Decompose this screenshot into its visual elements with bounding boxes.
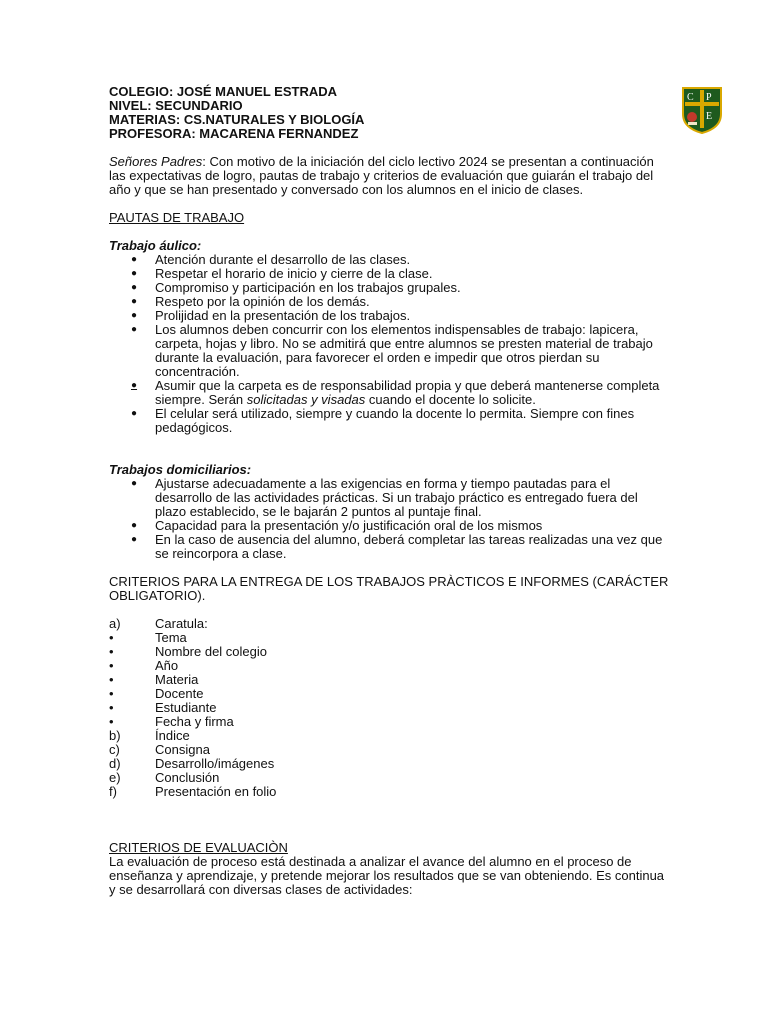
- svg-text:C: C: [687, 92, 694, 103]
- intro-paragraph: [109, 155, 669, 197]
- entrega-item-marker: •: [109, 630, 114, 645]
- entrega-item-marker: •: [109, 672, 114, 687]
- entrega-item: [109, 757, 669, 771]
- school-name: COLEGIO: JOSÉ MANUEL ESTRADA: [109, 84, 338, 99]
- entrega-item: [109, 631, 669, 645]
- list-item: ● Ajustarse adecuadamente a las exigencias en forma y tiempo pautadas para el desarrollo de las actividades prácticas. Si un trabajo práctico es entregado fuera del plazo establecido, se le bajarán 2 puntos al puntaje final.: [109, 477, 669, 519]
- entrega-item: [109, 715, 669, 729]
- school-crest-icon: [681, 86, 723, 134]
- entrega-item-marker: •: [109, 686, 114, 701]
- svg-text:E: E: [706, 111, 713, 122]
- entrega-item: [109, 617, 669, 631]
- list-item: ● Los alumnos deben concurrir con los elementos indispensables de trabajo: lapicera, carpeta, hojas y libro. No se admitirá que entre alumnos se presten material de trabajo durante la evaluación, para favorecer el orden e impedir que otros pierdan su concentración.: [109, 323, 669, 379]
- subjects: MATERIAS: CS.NATURALES Y BIOLOGÍA: [109, 112, 365, 127]
- carpeta-text-a: Asumir que la carpeta es de responsabilidad propia y que deberá mantenerse completa siempre. Serán: [155, 378, 660, 407]
- entrega-item: [109, 785, 669, 799]
- list-item: ● Prolijidad en la presentación de los trabajos.: [109, 309, 669, 323]
- entrega-item: [109, 701, 669, 715]
- entrega-item-marker: •: [109, 714, 114, 729]
- entrega-item-text: Fecha y firma: [155, 714, 234, 729]
- document-page: [109, 85, 669, 897]
- entrega-item-marker: a): [109, 616, 121, 631]
- entrega-item-marker: •: [109, 700, 114, 715]
- carpeta-text-b: solicitadas y visadas: [246, 392, 366, 407]
- domiciliarios-title: Trabajos domiciliarios:: [109, 462, 252, 477]
- list-item: ● Respetar el horario de inicio y cierre de la clase.: [109, 267, 669, 281]
- svg-text:P: P: [706, 92, 712, 103]
- entrega-item: [109, 729, 669, 743]
- entrega-list: [109, 617, 669, 799]
- aulico-list: [109, 253, 669, 435]
- entrega-item-marker: e): [109, 770, 121, 785]
- entrega-item: [109, 743, 669, 757]
- aulico-title: Trabajo áulico:: [109, 238, 202, 253]
- teacher: PROFESORA: MACARENA FERNANDEZ: [109, 126, 359, 141]
- entrega-item-marker: d): [109, 756, 121, 771]
- list-item: ● Capacidad para la presentación y/o justificación oral de los mismos: [109, 519, 669, 533]
- list-item-celular: ● El celular será utilizado, siempre y cuando la docente lo permita. Siempre con fines pedagógicos.: [109, 407, 669, 435]
- criterios-entrega-title: CRITERIOS PARA LA ENTREGA DE LOS TRABAJOS PRÀCTICOS E INFORMES (CARÁCTER OBLIGATORIO).: [109, 574, 669, 603]
- list-item-carpeta: [109, 379, 669, 407]
- entrega-item-marker: •: [109, 644, 114, 659]
- entrega-item-text: Nombre del colegio: [155, 644, 268, 659]
- list-item: ● Respeto por la opinión de los demás.: [109, 295, 669, 309]
- level: NIVEL: SECUNDARIO: [109, 98, 243, 113]
- domiciliarios-list: [109, 477, 669, 561]
- entrega-item-text: Docente: [155, 686, 204, 701]
- entrega-item-text: Índice: [155, 728, 190, 743]
- evaluacion-title: CRITERIOS DE EVALUACIÒN: [109, 840, 288, 855]
- carpeta-text-c: cuando el docente lo solicite.: [365, 392, 536, 407]
- entrega-item: [109, 659, 669, 673]
- intro-lead: Señores Padres: [109, 154, 203, 169]
- entrega-item-text: Desarrollo/imágenes: [155, 756, 275, 771]
- entrega-item-marker: c): [109, 742, 120, 757]
- evaluacion-text: La evaluación de proceso está destinada a analizar el avance del alumno en el proceso de enseñanza y aprendizaje, y pretende mejorar los resultados que se van obteniendo. Es continua y se desarrollará con diversas clases de actividades:: [109, 854, 665, 897]
- document-header: [109, 85, 669, 141]
- entrega-item-text: Tema: [155, 630, 187, 645]
- entrega-item-marker: f): [109, 784, 117, 799]
- entrega-item-text: Año: [155, 658, 179, 673]
- list-item: ● Compromiso y participación en los trabajos grupales.: [109, 281, 669, 295]
- entrega-item: [109, 673, 669, 687]
- entrega-item: [109, 687, 669, 701]
- list-item: ● En la caso de ausencia del alumno, deberá completar las tareas realizadas una vez que se reincorpora a clase.: [109, 533, 669, 561]
- entrega-item-marker: b): [109, 728, 121, 743]
- entrega-item-text: Caratula:: [155, 616, 208, 631]
- intro-text: : Con motivo de la iniciación del ciclo lectivo 2024 se presentan a continuación las expectativas de logro, pautas de trabajo y criterios de evaluación que guiarán el trabajo del año y que se han presentado y conversado con los alumnos en el inicio de clases.: [109, 154, 654, 197]
- pautas-title: PAUTAS DE TRABAJO: [109, 210, 245, 225]
- entrega-item-text: Consigna: [155, 742, 210, 757]
- entrega-item-text: Presentación en folio: [155, 784, 277, 799]
- entrega-item-text: Conclusión: [155, 770, 220, 785]
- entrega-item-text: Materia: [155, 672, 199, 687]
- entrega-item: [109, 771, 669, 785]
- list-item: ● Atención durante el desarrollo de las clases.: [109, 253, 669, 267]
- entrega-item: [109, 645, 669, 659]
- entrega-item-marker: •: [109, 658, 114, 673]
- entrega-item-text: Estudiante: [155, 700, 217, 715]
